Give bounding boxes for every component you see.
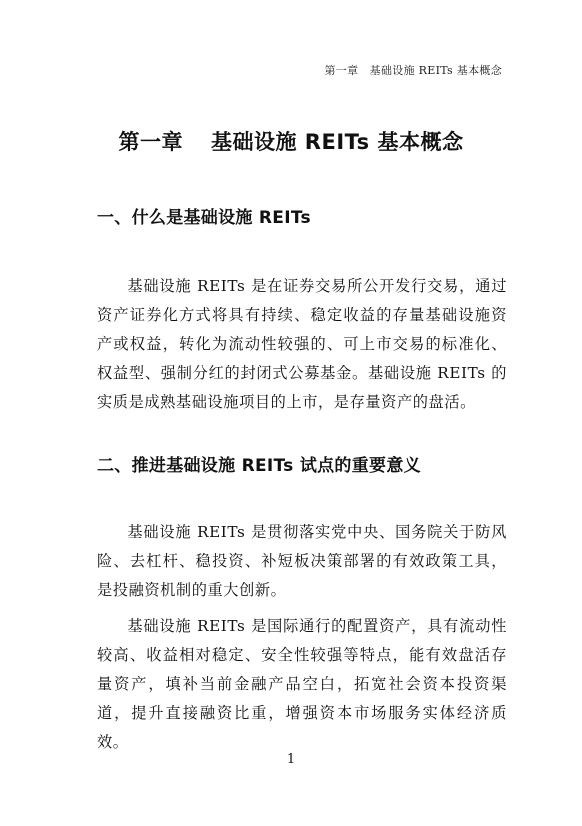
section-2-paragraph-2: 基础设施 REITs 是国际通行的配置资产，具有流动性较高、收益相对稳定、安全性较强等特点，能有效盘活存量资产，填补当前金融产品空白，拓宽社会资本投资渠道，提升直接融资比重，增强资本市场服务实体经济质效。 — [97, 617, 507, 752]
section-1-paragraph-1: 基础设施 REITs 是在证券交易所公开发行交易，通过资产证券化方式将具有持续、稳定收益的存量基础设施资产或权益，转化为流动性较强的、可上市交易的标准化、权益型、强制分红的封闭式公募基金。基础设施 REITs 的实质是成熟基础设施项目的上市，是存量资产的盘活。 — [97, 277, 507, 412]
section-heading-1: 一、什么是基础设施 REITs — [97, 208, 311, 228]
section-2-paragraph-1: 基础设施 REITs 是贯彻落实党中央、国务院关于防风险、去杠杆、稳投资、补短板决策部署的有效政策工具，是投融资机制的重大创新。 — [97, 523, 507, 600]
running-header: 第一章 基础设施 REITs 基本概念 — [324, 64, 502, 77]
chapter-title — [0, 126, 582, 156]
section-heading-2: 二、推进基础设施 REITs 试点的重要意义 — [97, 456, 421, 476]
page-number: 1 — [286, 752, 296, 767]
chapter-name: 基础设施 REITs 基本概念 — [211, 130, 464, 154]
chapter-number: 第一章 — [118, 130, 183, 154]
